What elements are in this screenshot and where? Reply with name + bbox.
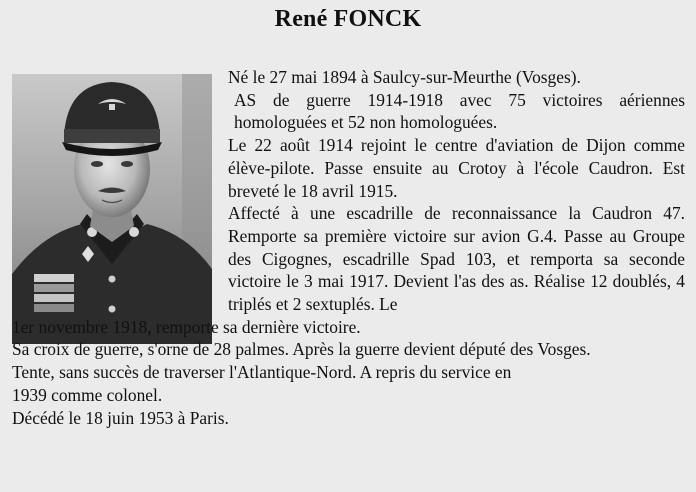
career-paragraph: Affecté à une escadrille de reconnaissance la Caudron 47. Remporte sa première victoire sur avion G.4. Passe au Groupe des Cigognes, escadrille Spad 103, et remporta sa seconde victoire le 3 mai 1917. Devient l'as des as. Réalise 12 doublés, 4 triplés et 2 sextuplés. Le	[228, 203, 685, 315]
atlantic-paragraph: Tente, sans succès de traverser l'Atlantique-Nord. A repris du service en 1939 comme colonel.	[12, 362, 512, 405]
birth-paragraph: Né le 27 mai 1894 à Saulcy-sur-Meurthe (Vosges).	[228, 67, 581, 87]
biography-wrapped-section	[228, 66, 685, 316]
biography-full-section	[12, 316, 685, 430]
page-title: René FONCK	[274, 6, 422, 32]
honours-paragraph: Sa croix de guerre, s'orne de 28 palmes. Après la guerre devient député des Vosges.	[12, 339, 591, 360]
training-paragraph: Le 22 août 1914 rejoint le centre d'aviation de Dijon comme élève-pilote. Passe ensuite au Crotoy à l'école Caudron. Est breveté le 18 avril 1915.	[228, 135, 685, 201]
biography-text	[12, 66, 685, 429]
ace-paragraph: AS de guerre 1914-1918 avec 75 victoires aériennes homologuées et 52 non homologuées.	[234, 89, 685, 133]
death-paragraph: Décédé le 18 juin 1953 à Paris.	[12, 407, 229, 428]
career-paragraph-end: 1er novembre 1918, remporte sa dernière victoire.	[12, 316, 361, 337]
